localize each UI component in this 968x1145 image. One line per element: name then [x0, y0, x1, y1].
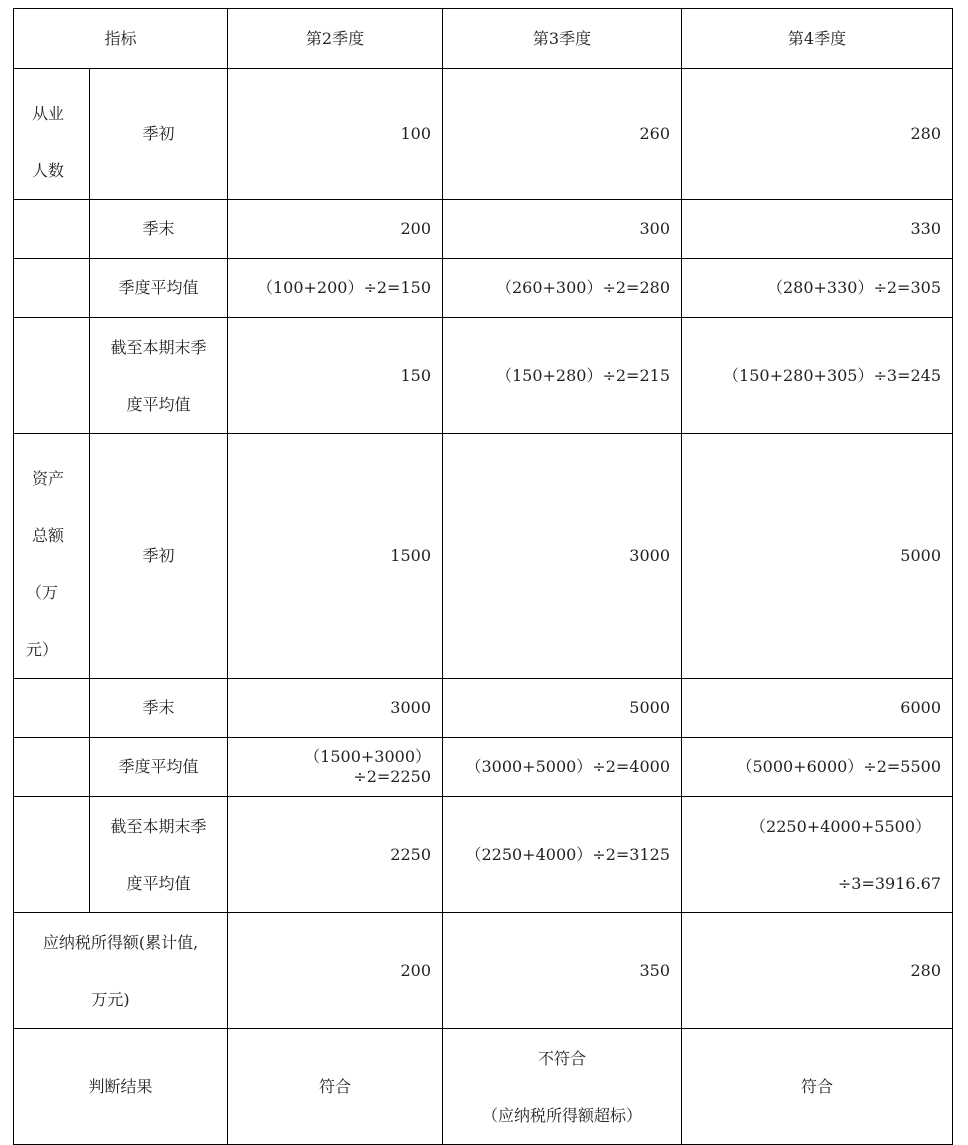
employees-category-line2: 人数 [32, 161, 65, 180]
cell-q3: （3000+5000）÷2=4000 [443, 738, 682, 797]
cell-q3: 3000 [443, 434, 682, 679]
table-row [14, 913, 953, 1029]
assets-category-line2: 总额 [32, 526, 65, 545]
cell-q3: （2250+4000）÷2=3125 [443, 797, 682, 913]
table-row [14, 679, 953, 738]
cell-q2: 1500 [228, 434, 443, 679]
cell-q4: 5000 [682, 434, 953, 679]
table-row [14, 797, 953, 913]
empty-category-cell [14, 318, 90, 434]
row-label: 季末 [90, 200, 228, 259]
cell-q4: （5000+6000）÷2=5500 [682, 738, 953, 797]
result-label: 判断结果 [14, 1029, 228, 1145]
row-label-line1: 截至本期末季 [110, 816, 207, 836]
cell-q2: 200 [228, 913, 443, 1029]
cell-q3: 5000 [443, 679, 682, 738]
assets-category [14, 434, 90, 679]
cell-q4: 330 [682, 200, 953, 259]
table-row [14, 259, 953, 318]
empty-category-cell [14, 679, 90, 738]
cell-q4: （280+330）÷2=305 [682, 259, 953, 318]
result-q3 [443, 1029, 682, 1145]
header-q2: 第2季度 [228, 9, 443, 69]
header-indicator: 指标 [14, 9, 228, 69]
taxable-income-label [14, 913, 228, 1029]
header-row [14, 9, 953, 69]
result-q2: 符合 [228, 1029, 443, 1145]
assets-category-line1: 资产 [32, 469, 65, 488]
assets-category-line3: （万 [26, 583, 59, 602]
cell-q4 [682, 797, 953, 913]
result-q3-line2: （应纳税所得额超标） [482, 1105, 643, 1125]
cell-q3: 350 [443, 913, 682, 1029]
table-row [14, 200, 953, 259]
row-label: 季度平均值 [90, 259, 228, 318]
cell-q4-line1: （2250+4000+5500） [750, 816, 932, 836]
cell-q3: 300 [443, 200, 682, 259]
result-q4: 符合 [682, 1029, 953, 1145]
cell-q4: 6000 [682, 679, 953, 738]
cell-q2: 3000 [228, 679, 443, 738]
row-label: 季度平均值 [90, 738, 228, 797]
table-row [14, 69, 953, 200]
cell-q3: （150+280）÷2=215 [443, 318, 682, 434]
empty-category-cell [14, 797, 90, 913]
employees-category [14, 69, 90, 200]
cell-q4-line2: ÷3=3916.67 [837, 873, 942, 893]
row-label-line2: 度平均值 [126, 394, 191, 414]
cell-q4: 280 [682, 69, 953, 200]
cell-q4: （150+280+305）÷3=245 [682, 318, 953, 434]
header-q3: 第3季度 [443, 9, 682, 69]
result-row [14, 1029, 953, 1145]
header-q4: 第4季度 [682, 9, 953, 69]
cell-q4: 280 [682, 913, 953, 1029]
cell-q2: （100+200）÷2=150 [228, 259, 443, 318]
cell-q2: （1500+3000）÷2=2250 [228, 738, 443, 797]
row-label: 季初 [90, 434, 228, 679]
row-label [90, 797, 228, 913]
taxable-income-label-line2: 万元) [91, 989, 130, 1009]
table-row [14, 318, 953, 434]
cell-q2: 200 [228, 200, 443, 259]
row-label: 季初 [90, 69, 228, 200]
cell-q3: 260 [443, 69, 682, 200]
row-label [90, 318, 228, 434]
empty-category-cell [14, 200, 90, 259]
row-label-line2: 度平均值 [126, 873, 191, 893]
cell-q2: 150 [228, 318, 443, 434]
assets-category-line4: 元） [26, 640, 59, 659]
employees-category-line1: 从业 [32, 104, 65, 123]
table-row [14, 434, 953, 679]
row-label: 季末 [90, 679, 228, 738]
empty-category-cell [14, 738, 90, 797]
empty-category-cell [14, 259, 90, 318]
table-row [14, 738, 953, 797]
qualification-table [13, 8, 953, 1145]
cell-q2: 100 [228, 69, 443, 200]
cell-q2: 2250 [228, 797, 443, 913]
result-q3-line1: 不符合 [538, 1048, 587, 1068]
cell-q3: （260+300）÷2=280 [443, 259, 682, 318]
taxable-income-label-line1: 应纳税所得额(累计值, [42, 932, 199, 952]
row-label-line1: 截至本期末季 [110, 337, 207, 357]
